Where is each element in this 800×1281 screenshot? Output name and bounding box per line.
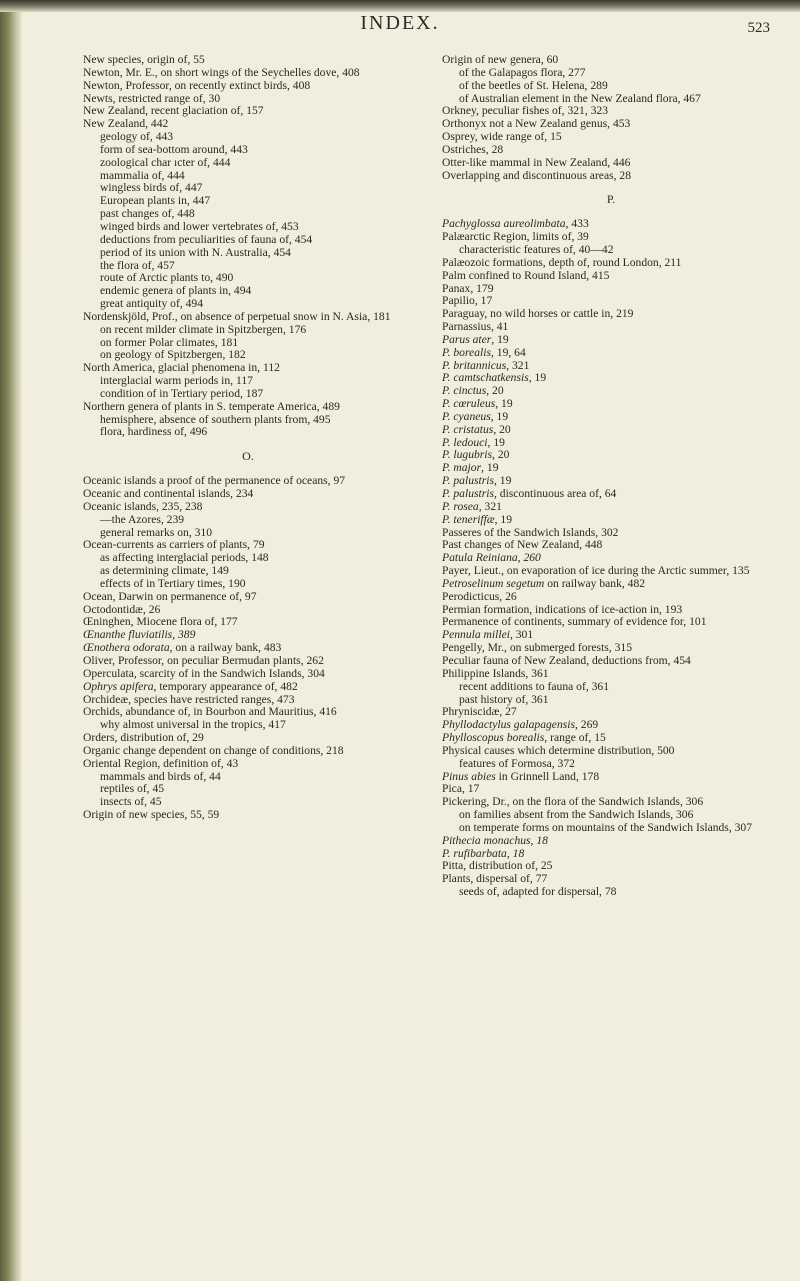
- index-entry: P. cinctus, 20: [442, 384, 504, 398]
- index-entry: Oceanic islands a proof of the permanence of oceans, 97: [83, 474, 346, 488]
- index-entry: features of Formosa, 372: [459, 756, 575, 770]
- index-entry: mammals and birds of, 44: [100, 769, 221, 783]
- index-entry: flora, hardiness of, 496: [100, 425, 208, 439]
- index-entry: Overlapping and discontinuous areas, 28: [442, 168, 631, 182]
- book-binding-shadow: [0, 0, 22, 1281]
- index-entry: on temperate forms on mountains of the Sandwich Islands, 307: [459, 820, 753, 834]
- index-entry: mammalia of, 444: [100, 168, 185, 182]
- index-entry: Pica, 17: [442, 782, 480, 796]
- index-entry: New species, origin of, 55: [83, 53, 205, 66]
- index-entry: Plants, dispersal of, 77: [442, 872, 548, 886]
- index-entry: Œnothera odorata, on a railway bank, 483: [83, 641, 282, 655]
- right-index-column: [442, 54, 780, 899]
- index-entry: Northern genera of plants in S. temperate America, 489: [83, 399, 340, 413]
- index-entry: P. teneriffæ, 19: [442, 512, 512, 526]
- index-entry: period of its union with N. Australia, 454: [100, 245, 291, 259]
- index-entry: Newts, restricted range of, 30: [83, 91, 221, 105]
- index-entry: Newton, Professor, on recently extinct birds, 408: [83, 78, 311, 92]
- index-entry: Pengelly, Mr., on submerged forests, 315: [442, 641, 632, 655]
- index-entry: Nordenskjöld, Prof., on absence of perpetual snow in N. Asia, 181: [83, 309, 391, 323]
- index-entry: Newton, Mr. E., on short wings of the Seychelles dove, 408: [83, 65, 360, 79]
- index-entry: P. palustris, 19: [442, 474, 512, 488]
- index-entry: Pithecia monachus, 18: [442, 833, 548, 847]
- index-entry: route of Arctic plants to, 490: [100, 271, 234, 285]
- index-entry: general remarks on, 310: [100, 525, 213, 539]
- index-entry: P. lugubris, 20: [442, 448, 510, 462]
- index-entry: P. cyaneus, 19: [442, 409, 509, 423]
- index-entry: Pitta, distribution of, 25: [442, 859, 553, 873]
- index-entry: seeds of, adapted for dispersal, 78: [459, 885, 617, 899]
- index-entry: Philippine Islands, 361: [442, 666, 549, 680]
- right-block-p: [442, 218, 780, 899]
- index-entry: on former Polar climates, 181: [100, 335, 239, 349]
- index-entry: Perodicticus, 26: [442, 589, 517, 603]
- index-entry: as determining climate, 149: [100, 564, 229, 578]
- index-entry: Oliver, Professor, on peculiar Bermudan plants, 262: [83, 653, 324, 667]
- index-entry: Orthonyx not a New Zealand genus, 453: [442, 117, 631, 131]
- index-entry: geology of, 443: [100, 130, 174, 144]
- left-block-o: [83, 475, 413, 822]
- index-entry: recent additions to fauna of, 361: [459, 679, 610, 693]
- index-entry: Phryniscidæ, 27: [442, 705, 517, 719]
- index-entry: Ocean-currents as carriers of plants, 79: [83, 538, 265, 552]
- index-entry: Peculiar fauna of New Zealand, deductions from, 454: [442, 653, 691, 667]
- page-title: INDEX.: [360, 12, 440, 34]
- index-entry: interglacial warm periods in, 117: [100, 374, 253, 388]
- index-entry: P. cœruleus, 19: [442, 397, 513, 411]
- index-entry: Parus ater, 19: [442, 332, 509, 346]
- index-entry: Orchids, abundance of, in Bourbon and Mauritius, 416: [83, 705, 337, 719]
- index-entry: wingless birds of, 447: [100, 181, 203, 195]
- index-entry: Palæarctic Region, limits of, 39: [442, 230, 589, 244]
- index-entry: past history of, 361: [459, 692, 549, 706]
- index-entry: Patula Reiniana, 260: [442, 551, 541, 565]
- index-entry: P. major, 19: [442, 461, 499, 475]
- index-entry: on geology of Spitzbergen, 182: [100, 348, 246, 362]
- index-entry: —the Azores, 239: [100, 512, 185, 526]
- index-entry: Physical causes which determine distribution, 500: [442, 743, 675, 757]
- index-entry: Payer, Lieut., on evaporation of ice during the Arctic summer, 135: [442, 564, 750, 578]
- index-entry: Permanence of continents, summary of evidence for, 101: [442, 615, 707, 629]
- index-entry: effects of in Tertiary times, 190: [100, 576, 246, 590]
- index-entry: P. camtschatkensis, 19: [442, 371, 547, 385]
- index-entry: Papilio, 17: [442, 294, 493, 308]
- index-entry: Oceanic islands, 235, 238: [83, 499, 203, 513]
- index-entry: the flora of, 457: [100, 258, 175, 272]
- index-entry: reptiles of, 45: [100, 782, 165, 796]
- index-entry: Œnanthe fluviatilis, 389: [83, 628, 196, 642]
- index-entry: Origin of new genera, 60: [442, 53, 559, 66]
- index-entry: Ocean, Darwin on permanence of, 97: [83, 589, 257, 603]
- index-entry: of the Galapagos flora, 277: [459, 65, 586, 79]
- index-entry: of Australian element in the New Zealand flora, 467: [459, 91, 701, 105]
- index-entry: P. palustris, discontinuous area of, 64: [442, 487, 617, 500]
- index-entry: Phyllodactylus galapagensis, 269: [442, 718, 599, 732]
- index-entry: Pachyglossa aureolimbata, 433: [442, 217, 589, 231]
- left-index-column: [83, 54, 413, 822]
- section-letter-o: O.: [242, 449, 254, 464]
- right-block-o: [442, 54, 780, 182]
- index-entry: Oceanic and continental islands, 234: [83, 487, 254, 500]
- index-entry: condition of in Tertiary period, 187: [100, 386, 264, 400]
- index-entry: Palæozoic formations, depth of, round London, 211: [442, 255, 682, 269]
- index-entry: New Zealand, recent glaciation of, 157: [83, 104, 264, 118]
- index-entry: P. borealis, 19, 64: [442, 345, 526, 359]
- index-entry: Operculata, scarcity of in the Sandwich Islands, 304: [83, 666, 325, 680]
- index-entry: Œninghen, Miocene flora of, 177: [83, 615, 238, 629]
- index-entry: characteristic features of, 40—42: [459, 242, 614, 256]
- index-entry: Otter-like mammal in New Zealand, 446: [442, 155, 631, 169]
- index-entry: Past changes of New Zealand, 448: [442, 538, 603, 552]
- index-entry: P. rosea, 321: [442, 499, 502, 513]
- index-entry: Petroselinum segetum on railway bank, 482: [442, 576, 646, 590]
- index-entry: Orkney, peculiar fishes of, 321, 323: [442, 104, 609, 118]
- index-entry: insects of, 45: [100, 795, 162, 809]
- index-entry: Orders, distribution of, 29: [83, 731, 204, 745]
- index-entry: Pennula millei, 301: [442, 628, 534, 642]
- index-entry: Panax, 179: [442, 281, 494, 295]
- index-entry: New Zealand, 442: [83, 117, 169, 131]
- index-entry: Passeres of the Sandwich Islands, 302: [442, 525, 619, 539]
- index-entry: Orchideæ, species have restricted ranges, 473: [83, 692, 295, 706]
- index-entry: P. britannicus, 321: [442, 358, 530, 372]
- index-entry: endemic genera of plants in, 494: [100, 284, 252, 298]
- index-entry: form of sea-bottom around, 443: [100, 142, 248, 156]
- index-entry: North America, glacial phenomena in, 112: [83, 361, 280, 375]
- index-entry: P. ledouci, 19: [442, 435, 505, 449]
- page-number: 523: [747, 20, 770, 36]
- index-entry: Pinus abies in Grinnell Land, 178: [442, 769, 600, 783]
- index-entry: of the beetles of St. Helena, 289: [459, 78, 608, 92]
- index-entry: Phylloscopus borealis, range of, 15: [442, 731, 606, 745]
- index-entry: European plants in, 447: [100, 194, 211, 208]
- page-top-edge: [0, 0, 800, 12]
- index-entry: Ostriches, 28: [442, 142, 504, 156]
- index-entry: Parnassius, 41: [442, 320, 509, 334]
- section-letter-p: P.: [606, 192, 616, 207]
- index-entry: on families absent from the Sandwich Islands, 306: [459, 808, 694, 822]
- index-entry: Ophrys apifera, temporary appearance of, 482: [83, 679, 298, 693]
- left-block-n: [83, 54, 413, 439]
- index-entry: as affecting interglacial periods, 148: [100, 551, 269, 565]
- index-entry: winged birds and lower vertebrates of, 453: [100, 219, 299, 233]
- index-entry: why almost universal in the tropics, 417: [100, 718, 286, 732]
- index-entry: on recent milder climate in Spitzbergen, 176: [100, 322, 307, 336]
- index-entry: Osprey, wide range of, 15: [442, 130, 562, 144]
- index-entry: Paraguay, no wild horses or cattle in, 219: [442, 307, 634, 321]
- index-entry: great antiquity of, 494: [100, 297, 204, 311]
- index-entry: P. rufibarbata, 18: [442, 846, 525, 860]
- index-entry: zoological char ıcter of, 444: [100, 155, 231, 169]
- index-entry: past changes of, 448: [100, 207, 195, 221]
- index-entry: Organic change dependent on change of conditions, 218: [83, 743, 344, 757]
- index-entry: P. cristatus, 20: [442, 422, 511, 436]
- index-entry: Oriental Region, definition of, 43: [83, 756, 239, 770]
- index-entry: Octodontidæ, 26: [83, 602, 161, 616]
- index-entry: hemisphere, absence of southern plants from, 495: [100, 412, 331, 426]
- index-entry: deductions from peculiarities of fauna of, 454: [100, 232, 313, 246]
- index-entry: Pickering, Dr., on the flora of the Sandwich Islands, 306: [442, 795, 704, 809]
- index-entry: Palm confined to Round Island, 415: [442, 268, 610, 282]
- index-entry: Origin of new species, 55, 59: [83, 808, 220, 822]
- index-entry: Permian formation, indications of ice-action in, 193: [442, 602, 683, 616]
